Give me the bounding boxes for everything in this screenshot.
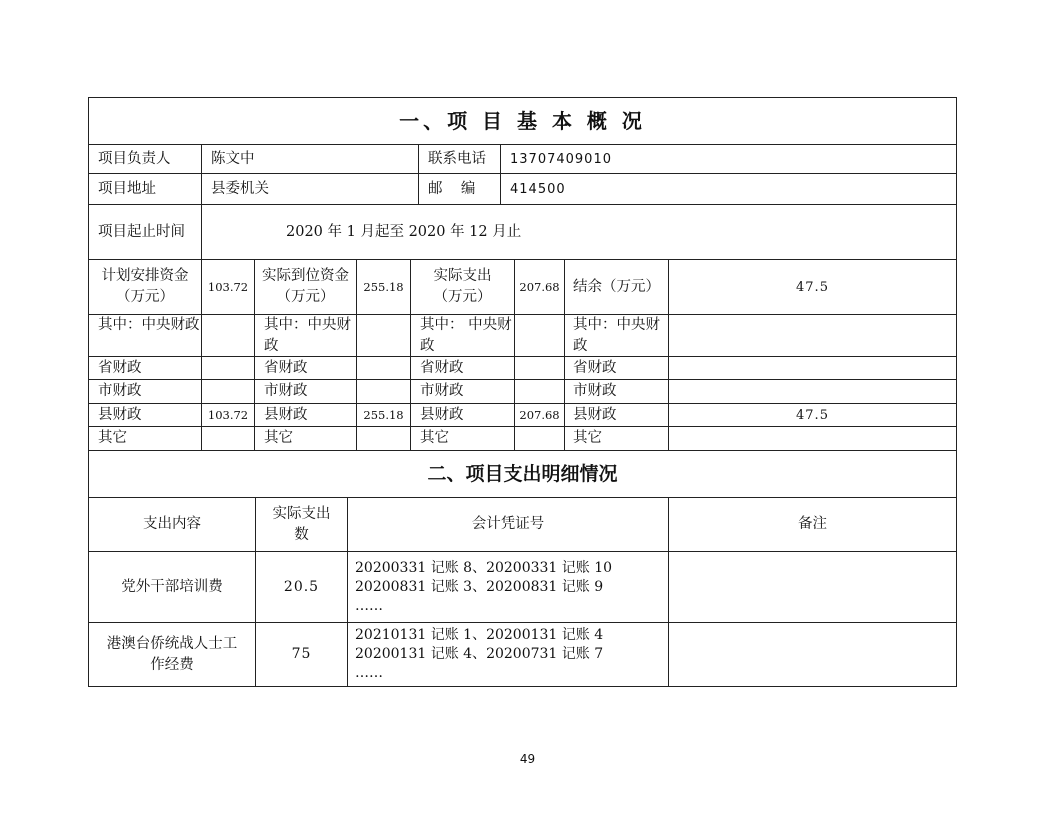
- funds-row-central-c8: [669, 315, 956, 357]
- received-funds-value: 255.18: [357, 260, 411, 315]
- period-value: 2020 年 1 月起至 2020 年 12 月止: [202, 205, 956, 260]
- funds-row-province-c1: 省财政: [89, 357, 202, 380]
- funds-row-central-c4: [357, 315, 411, 357]
- funds-row-province-c7: 省财政: [565, 357, 669, 380]
- item-2-vouchers: 20210131 记账 1、20200131 记账 4 20200131 记账 4、20200731 记账 7 ……: [348, 623, 669, 686]
- planned-funds-label: 计划安排资金 （万元）: [89, 260, 202, 315]
- address-label: 项目地址: [89, 174, 202, 205]
- funds-row-central-c7: 其中：中央财政: [565, 315, 669, 357]
- period-label: 项目起止时间: [89, 205, 202, 260]
- header-voucher-number: 会计凭证号: [348, 498, 669, 552]
- section-2-title: 二、项目支出明细情况: [89, 451, 956, 498]
- postcode-value: 414500: [501, 174, 956, 205]
- funds-row-county-c8: 47.5: [669, 404, 956, 427]
- funds-row-city-c2: [202, 380, 255, 404]
- header-remarks: 备注: [669, 498, 956, 552]
- funds-row-city-c8: [669, 380, 956, 404]
- page-number: 49: [519, 752, 536, 766]
- section-1-title: 一、项 目 基 本 概 况: [89, 98, 956, 145]
- funds-row-city-c6: [515, 380, 565, 404]
- planned-funds-value: 103.72: [202, 260, 255, 315]
- item-2-amount: 75: [256, 623, 348, 686]
- funds-row-other-c7: 其它: [565, 427, 669, 451]
- funds-row-province-c5: 省财政: [411, 357, 515, 380]
- funds-row-county-c6: 207.68: [515, 404, 565, 427]
- received-funds-label: 实际到位资金 （万元）: [255, 260, 357, 315]
- project-form-table: [88, 97, 957, 687]
- postcode-label: 邮 编: [419, 174, 501, 205]
- funds-row-central-c2: [202, 315, 255, 357]
- item-1-note: [669, 552, 956, 623]
- header-actual-amount: 实际支出 数: [256, 498, 348, 552]
- funds-row-province-c6: [515, 357, 565, 380]
- funds-row-central-c5: 其中： 中央财政: [411, 315, 515, 357]
- funds-row-central-c1: 其中：中央财政: [89, 315, 202, 357]
- funds-row-county-c5: 县财政: [411, 404, 515, 427]
- funds-row-city-c4: [357, 380, 411, 404]
- funds-row-central-c6: [515, 315, 565, 357]
- balance-label: 结余（万元）: [565, 260, 669, 315]
- funds-row-other-c3: 其它: [255, 427, 357, 451]
- funds-row-other-c5: 其它: [411, 427, 515, 451]
- balance-value: 47.5: [669, 260, 956, 315]
- funds-row-province-c2: [202, 357, 255, 380]
- leader-value: 陈文中: [202, 145, 419, 174]
- funds-row-province-c4: [357, 357, 411, 380]
- funds-row-other-c1: 其它: [89, 427, 202, 451]
- phone-label: 联系电话: [419, 145, 501, 174]
- item-1-vouchers: 20200331 记账 8、20200331 记账 10 20200831 记账 3、20200831 记账 9 ……: [348, 552, 669, 623]
- spent-funds-value: 207.68: [515, 260, 565, 315]
- funds-row-city-c3: 市财政: [255, 380, 357, 404]
- funds-row-county-c1: 县财政: [89, 404, 202, 427]
- item-1-amount: 20.5: [256, 552, 348, 623]
- item-2-content: 港澳台侨统战人士工 作经费: [89, 623, 256, 686]
- funds-row-central-c3: 其中：中央财政: [255, 315, 357, 357]
- spent-funds-label: 实际支出 （万元）: [411, 260, 515, 315]
- funds-row-city-c1: 市财政: [89, 380, 202, 404]
- funds-row-county-c2: 103.72: [202, 404, 255, 427]
- address-value: 县委机关: [202, 174, 419, 205]
- funds-row-other-c6: [515, 427, 565, 451]
- funds-row-county-c4: 255.18: [357, 404, 411, 427]
- leader-label: 项目负责人: [89, 145, 202, 174]
- header-expense-content: 支出内容: [89, 498, 256, 552]
- funds-row-other-c4: [357, 427, 411, 451]
- item-1-content: 党外干部培训费: [89, 552, 256, 623]
- funds-row-province-c3: 省财政: [255, 357, 357, 380]
- funds-row-other-c2: [202, 427, 255, 451]
- funds-row-county-c7: 县财政: [565, 404, 669, 427]
- phone-value: 13707409010: [501, 145, 956, 174]
- funds-row-province-c8: [669, 357, 956, 380]
- item-2-note: [669, 623, 956, 686]
- funds-row-city-c7: 市财政: [565, 380, 669, 404]
- funds-row-city-c5: 市财政: [411, 380, 515, 404]
- funds-row-county-c3: 县财政: [255, 404, 357, 427]
- funds-row-other-c8: [669, 427, 956, 451]
